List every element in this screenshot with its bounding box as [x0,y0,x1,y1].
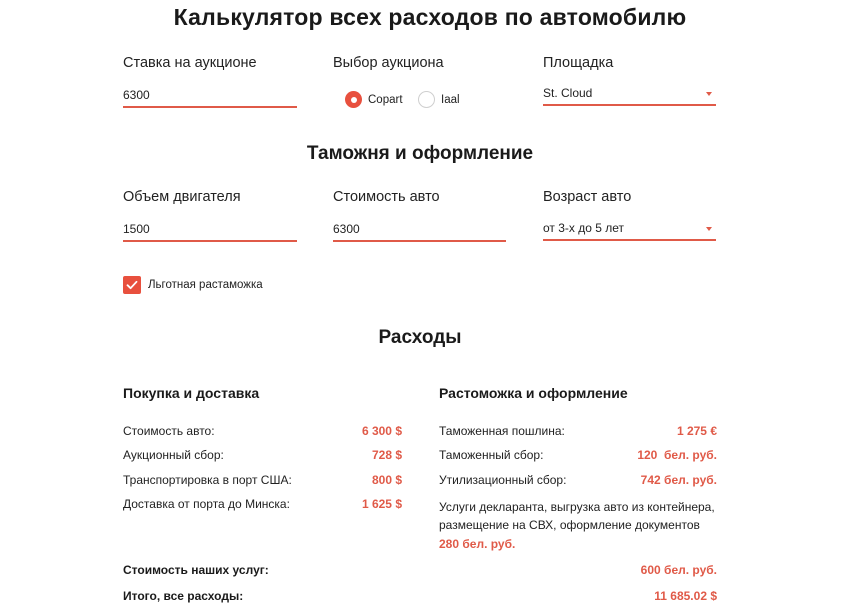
site-label: Площадка [543,55,614,71]
clearance-row-value: 120 бел. руб. [637,448,717,462]
age-label: Возраст авто [543,189,632,205]
clearance-row-label: Утилизационный сбор: [439,473,567,487]
engine-label: Объем двигателя [123,189,241,205]
car-cost-label: Стоимость авто [333,189,440,205]
purchase-row-label: Доставка от порта до Минска: [123,497,290,511]
purchase-row-label: Транспортировка в порт США: [123,473,292,487]
radio-iaal-label: Iaal [441,93,460,106]
expenses-heading: Расходы [378,327,462,348]
bid-value: 6300 [123,88,150,102]
chevron-down-icon [706,227,712,231]
age-value: от 3-х до 5 лет [543,221,625,235]
auction-choice-label: Выбор аукциона [333,55,444,71]
purchase-row-value: 800 $ [371,473,402,487]
purchase-row-value: 728 $ [371,448,402,462]
clearance-row-value: 1 275 € [676,424,717,438]
clearance-title: Растоможка и оформление [439,385,628,401]
engine-input[interactable] [123,216,297,242]
clearance-row-value: 742 бел. руб. [640,473,717,487]
customs-heading: Таможня и оформление [306,143,534,164]
purchase-row-label: Стоимость авто: [123,424,215,438]
our-services-label: Стоимость наших услуг: [123,563,269,577]
radio-iaal[interactable] [418,91,460,108]
purchase-title: Покупка и доставка [123,385,260,401]
radio-copart[interactable] [345,91,403,108]
engine-value: 1500 [123,222,150,236]
purchase-row-value: 1 625 $ [361,497,402,511]
clearance-row-label: Таможенная пошлина: [439,424,565,438]
preferential-checkbox[interactable] [123,276,141,294]
total-label: Итого, все расходы: [123,589,244,603]
car-cost-value: 6300 [333,222,360,236]
site-select[interactable] [543,80,716,106]
total-value: 11 685.02 $ [654,589,717,603]
our-services-value: 600 бел. руб. [640,563,717,577]
page-title: Калькулятор всех расходов по автомобилю [173,4,687,30]
services-text-line1: Услуги декларанта, выгрузка авто из контейнера, [439,500,715,514]
radio-copart-label: Copart [368,93,403,106]
clearance-row-label: Таможенный сбор: [439,448,544,462]
purchase-row-value: 6 300 $ [361,424,402,438]
bid-input[interactable] [123,82,297,108]
bid-label: Ставка на аукционе [123,55,257,71]
car-cost-input[interactable] [333,216,506,242]
checkmark-icon [126,279,138,291]
chevron-down-icon [706,92,712,96]
services-text-line2: размещение на СВХ, оформление документов [439,518,700,532]
services-value: 280 бел. руб. [439,537,516,551]
radio-unselected-icon [418,91,435,108]
age-select[interactable] [543,215,716,241]
preferential-label: Льготная растаможка [148,279,263,291]
radio-selected-icon [345,91,362,108]
site-value: St. Cloud [543,86,593,100]
purchase-row-label: Аукционный сбор: [123,448,224,462]
